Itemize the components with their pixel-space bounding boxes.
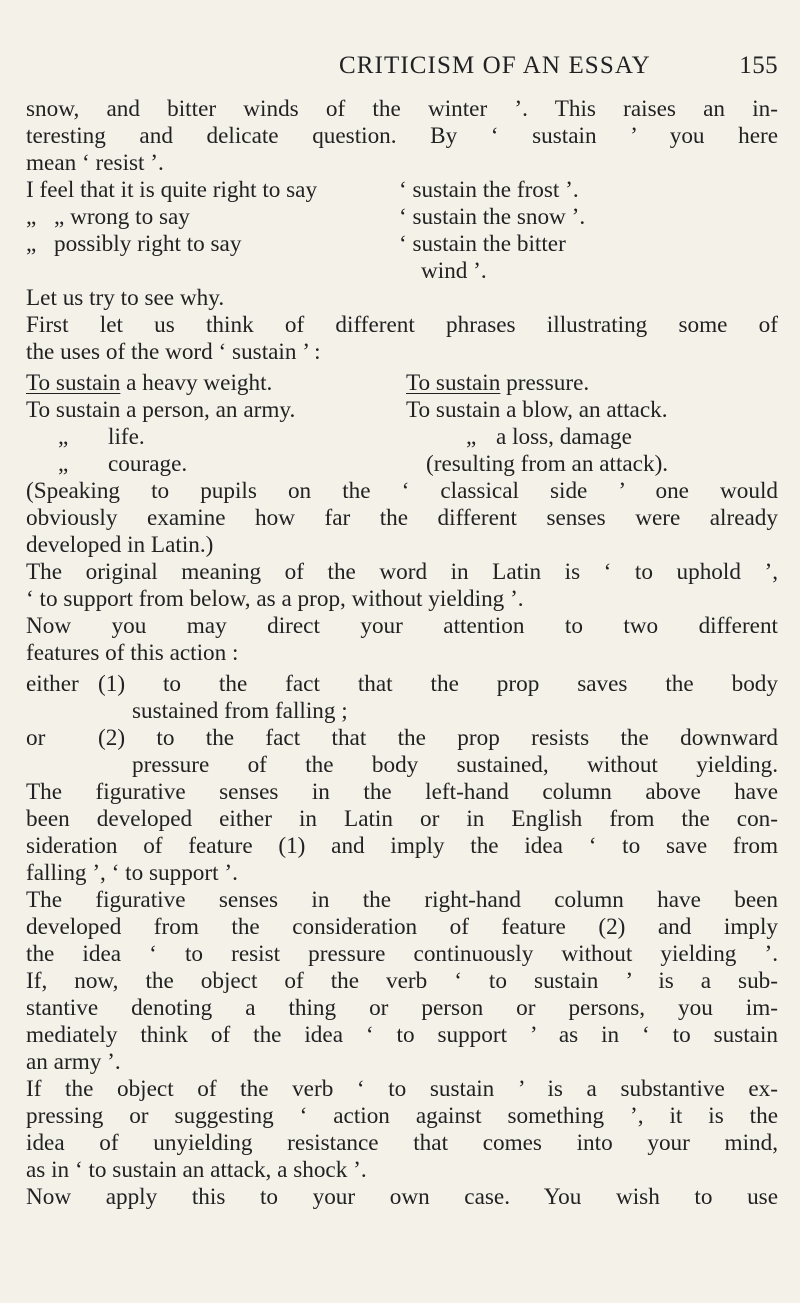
text-line: Now apply this to your own case. You wish to use — [26, 1184, 778, 1210]
text-line: an army ’. — [26, 1049, 121, 1075]
text-line: idea of unyielding resistance that comes into your mind, — [26, 1130, 778, 1156]
or-text: (2) to the fact that the prop resists the downward — [98, 725, 778, 751]
usage-right: (resulting from an attack). — [426, 451, 669, 477]
usage-left: „ life. — [58, 424, 145, 450]
either-label: either — [26, 671, 79, 697]
text-line: If the object of the verb ‘ to sustain ’ is a substantive ex- — [26, 1076, 778, 1102]
text-line: obviously examine how far the different senses were already — [26, 505, 778, 531]
page-header — [26, 52, 778, 96]
text-line: Now you may direct your attention to two different — [26, 613, 778, 639]
say-row-3-cont — [26, 258, 778, 285]
text-line: developed in Latin.) — [26, 532, 214, 558]
text-line: pressing or suggesting ‘ action against something ’, it is the — [26, 1103, 778, 1129]
text-line: mediately think of the idea ‘ to support ’ as in ‘ to sustain — [26, 1022, 778, 1048]
text-line: the uses of the word ‘ sustain ’ : — [26, 339, 321, 365]
text-line: (Speaking to pupils on the ‘ classical side ’ one would — [26, 478, 778, 504]
text-line: the idea ‘ to resist pressure continuously without yielding ’. — [26, 941, 778, 967]
say-left: I feel that it is quite right to say — [26, 177, 318, 203]
usage-right: „ a loss, damage — [466, 424, 632, 450]
text-line: stantive denoting a thing or person or persons, you im- — [26, 995, 778, 1021]
usage-row-2 — [26, 397, 778, 424]
usage-right: To sustain a blow, an attack. — [406, 397, 668, 423]
text-line: falling ’, ‘ to support ’. — [26, 860, 238, 886]
usage-row-1 — [26, 370, 778, 397]
say-right-cont: wind ’. — [421, 258, 487, 284]
page-number: 155 — [739, 52, 778, 79]
usage-left: „ courage. — [58, 451, 188, 477]
say-left-text: „ wrong to say — [54, 204, 190, 230]
text-line: First let us think of different phrases illustrating some of — [26, 312, 778, 338]
say-row-2 — [26, 204, 778, 231]
ditto-mark: „ — [26, 231, 37, 257]
running-head: CRITICISM OF AN ESSAY — [339, 52, 651, 79]
underlined-phrase: To sustain — [406, 370, 501, 396]
usage-right: To sustain pressure. — [406, 370, 590, 396]
or-item — [26, 725, 778, 752]
text-line: teresting and delicate question. By ‘ sustain ’ you here — [26, 123, 778, 149]
either-text: (1) to the fact that the prop saves the body — [98, 671, 778, 697]
ditto-mark: „ — [58, 451, 69, 477]
say-row-1 — [26, 177, 778, 204]
usage-row-4 — [26, 451, 778, 478]
text-line: If, now, the object of the verb ‘ to sustain ’ is a sub- — [26, 968, 778, 994]
usage-row-3 — [26, 424, 778, 451]
or-label: or — [26, 725, 46, 751]
text-line: The figurative senses in the left-hand column above have — [26, 779, 778, 805]
say-right: ‘ sustain the snow ’. — [399, 204, 586, 230]
say-row-3 — [26, 231, 778, 258]
text-line: mean ‘ resist ’. — [26, 150, 164, 176]
or-text-cont: pressure of the body sustained, without yielding. — [132, 752, 778, 778]
either-item — [26, 671, 778, 698]
say-left — [26, 204, 399, 231]
text-line: ‘ to support from below, as a prop, without yielding ’. — [26, 586, 524, 612]
say-right: ‘ sustain the bitter — [399, 231, 566, 257]
ditto-mark: „ — [466, 424, 477, 450]
usage-left: To sustain a person, an army. — [26, 397, 296, 423]
text-line: The figurative senses in the right-hand column have been — [26, 887, 778, 913]
text-line: developed from the consideration of feature (2) and imply — [26, 914, 778, 940]
text-line: as in ‘ to sustain an attack, a shock ’. — [26, 1157, 367, 1183]
ditto-mark: „ — [26, 204, 37, 230]
underlined-phrase: To sustain — [26, 370, 121, 396]
text-line: snow, and bitter winds of the winter ’. This raises an in- — [26, 96, 778, 122]
text-line: The original meaning of the word in Latin is ‘ to uphold ’, — [26, 559, 778, 585]
either-text-cont: sustained from falling ; — [132, 698, 348, 724]
say-left — [26, 231, 399, 258]
ditto-mark: „ — [58, 424, 69, 450]
text-line: Let us try to see why. — [26, 285, 225, 311]
text-line: been developed either in Latin or in English from the con- — [26, 806, 778, 832]
book-page — [26, 52, 778, 1211]
text-line: sideration of feature (1) and imply the idea ‘ to save from — [26, 833, 778, 859]
usage-left: To sustain a heavy weight. — [26, 370, 273, 396]
say-left-text: possibly right to say — [54, 231, 242, 257]
say-right: ‘ sustain the frost ’. — [399, 177, 579, 203]
text-line: features of this action : — [26, 640, 239, 666]
